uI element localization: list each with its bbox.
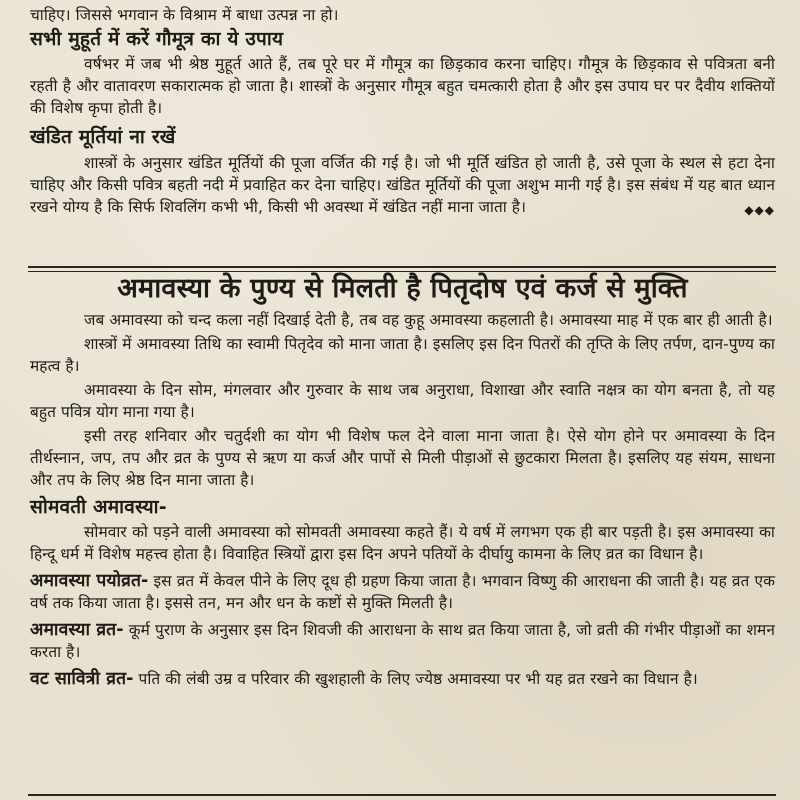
end-mark-diamonds: ◆◆◆ — [744, 203, 775, 217]
lead-payovrat: अमावस्या पयोव्रत- — [30, 571, 149, 591]
lead-vrat: अमावस्या व्रत- — [30, 620, 124, 640]
paragraph-khandit-murti-text: शास्त्रों के अनुसार खंडित मूर्तियों की पूजा वर्जित की गई है। जो भी मूर्ति खंडित हो जाती है, उसे पूजा के स्थल से हटा देना चाहिए और किसी पवित्र बहती नदी में प्रवाहित कर देना चाहिए। खंडित मूर्तियों की पूजा अशुभ मानी गई है। इस संबंध में यह बात ध्यान रखने योग्य है कि सिर्फ शिवलिंग कभी भी, किसी भी अवस्था में खंडित नहीं माना जाता है। — [30, 154, 775, 216]
article-paragraph-2: शास्त्रों में अमावस्या तिथि का स्वामी पितृदेव को माना जाता है। इसलिए इस दिन पितरों की तृप्ति के लिए तर्पण, दान-पुण्य का महत्व है। — [30, 335, 775, 375]
article-title: अमावस्या के पुण्य से मिलती है पितृदोष एवं कर्ज से मुक्ति — [117, 273, 688, 304]
article-paragraph-3: अमावस्या के दिन सोम, मंगलवार और गुरुवार के साथ जब अनुराधा, विशाखा और स्वाति नक्षत्र का योग बनता है, तो यह बहुत पवित्र योग माना गया है। — [30, 381, 775, 421]
article-paragraph-4: इसी तरह शनिवार और चतुर्दशी का योग भी विशेष फल देने वाला माना जाता है। ऐसे योग होने पर अमावस्या के दिन तीर्थस्नान, जप, तप और व्रत के पुण्य से ऋण या कर्ज और पापों से मिली पीड़ाओं से छुटकारा मिलता है। इसलिए यह संयम, साधना और तप के लिए श्रेष्ठ दिन माना जाता है। — [30, 427, 775, 489]
bottom-divider — [28, 794, 776, 796]
paragraph-payovrat — [30, 570, 775, 614]
paragraph-vrat — [30, 619, 775, 663]
paragraph-gaumutra: वर्षभर में जब भी श्रेष्ठ मुहूर्त आते हैं, तब पूरे घर में गौमूत्र का छिड़काव करना चाहिए। गौमूत्र के छिड़काव से पवित्रता बनी रहती है और वातावरण सकारात्मक हो जाता है। शास्त्रों के अनुसार गौमूत्र बहुत चमत्कारी होता है और इस उपाय घर पर दैवीय शक्तियों की विशेष कृपा होती है। — [30, 55, 775, 117]
amavasya-article — [30, 272, 775, 690]
vat-savitri-text: पति की लंबी उम्र व परिवार की खुशहाली के लिए ज्येष्ठ अमावस्या पर भी यह व्रत रखने का विधान है। — [133, 670, 698, 688]
heading-somvati: सोमवती अमावस्या- — [30, 496, 167, 518]
heading-gaumutra: सभी मुहूर्त में करें गौमूत्र का ये उपाय — [30, 28, 284, 50]
lead-vat-savitri: वट सावित्री व्रत- — [30, 669, 134, 689]
paragraph-khandit-murti — [30, 152, 775, 218]
payovrat-text: इस व्रत में केवल पीने के लिए दूध ही ग्रहण किया जाता है। भगवान विष्णु की आराधना की जाती है। यह व्रत एक वर्ष तक किया जाता है। इससे तन, मन और धन के कष्टों से मुक्ति मिलती है। — [30, 572, 776, 612]
previous-article — [30, 4, 775, 221]
vrat-text: कूर्म पुराण के अनुसार इस दिन शिवजी की आराधना के साथ व्रत किया जाता है, जो व्रती की गंभीर पीड़ाओं का शमन करता है। — [30, 621, 775, 661]
fragment-paragraph: चाहिए। जिससे भगवान के विश्राम में बाधा उत्पन्न ना हो। — [30, 6, 339, 24]
article-paragraph-1: जब अमावस्या को चन्द कला नहीं दिखाई देती है, तब वह कुहू अमावस्या कहलाती है। अमावस्या माह में एक बार ही आती है। — [84, 311, 773, 329]
paragraph-vat-savitri — [30, 668, 775, 690]
heading-khandit-murti: खंडित मूर्तियां ना रखें — [30, 126, 176, 148]
paragraph-somvati: सोमवार को पड़ने वाली अमावस्या को सोमवती अमावस्या कहते हैं। ये वर्ष में लगभग एक ही बार पड़ती है। इस अमावस्या का हिन्दू धर्म में विशेष महत्त्व होता है। विवाहित स्त्रियों द्वारा इस दिन अपने पतियों के दीर्घायु कामना के लिए व्रत का विधान है। — [30, 523, 775, 563]
